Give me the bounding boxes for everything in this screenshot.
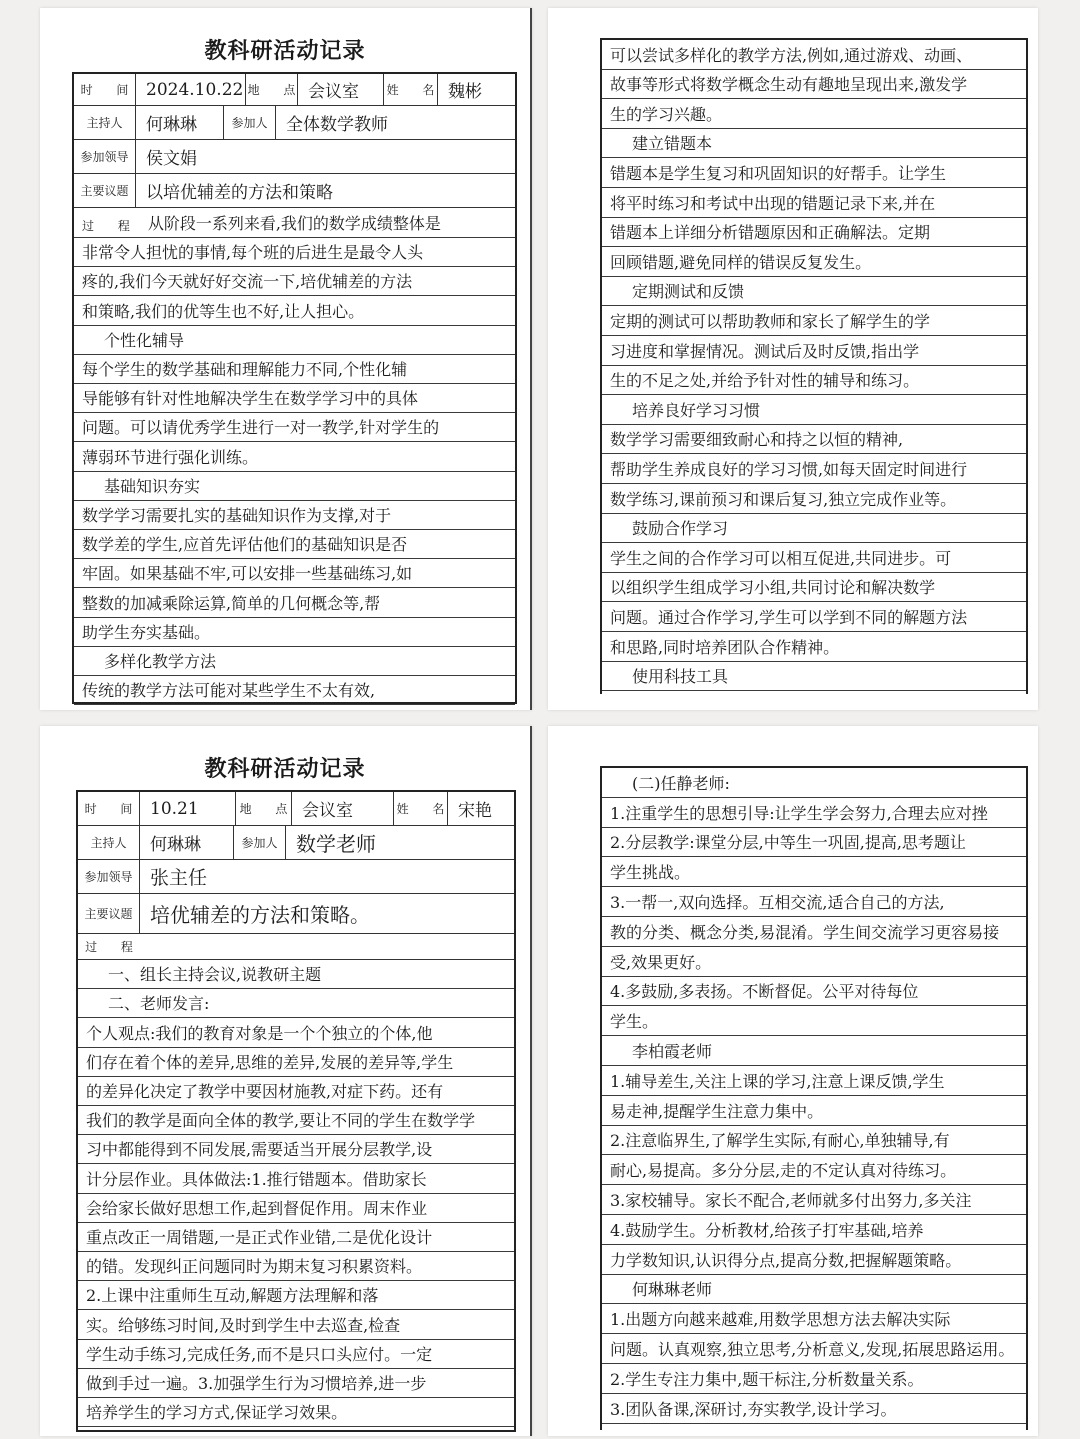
host-label: 主持人 [78, 826, 140, 859]
host-value: 何琳琳 [140, 826, 234, 859]
handwritten-line [602, 218, 1026, 248]
handwritten-text: 数学学习需要扎实的基础知识作为支撑,对于 [82, 505, 392, 525]
handwritten-line [602, 573, 1026, 603]
handwritten-line [74, 326, 515, 355]
handwritten-text: 错题本是学生复习和巩固知识的好帮手。让学生 [610, 163, 947, 183]
process-label: 过 程 [85, 940, 143, 954]
handwritten-text: 建立错题本 [632, 134, 713, 154]
attendees-label: 参加人 [224, 106, 276, 139]
time-label: 时 间 [74, 74, 136, 105]
handwritten-text: 数学学习需要细致耐心和持之以恒的精神, [610, 430, 904, 450]
time-value: 10.21 [140, 792, 236, 825]
name-label: 姓 名 [384, 74, 438, 105]
handwritten-text: 传统的教学方法可能对某些学生不太有效, [82, 681, 376, 701]
handwritten-line [602, 662, 1026, 692]
handwritten-text: 3.团队备课,深研讨,夯实教学,设计学习。 [610, 1399, 897, 1419]
handwritten-text: 4.鼓励学生。分析教材,给孩子打牢基础,培养 [610, 1220, 924, 1240]
handwritten-line [602, 277, 1026, 307]
handwritten-line [602, 1304, 1026, 1334]
handwritten-text: 导能够有针对性地解决学生在数学学习中的具体 [82, 389, 419, 409]
handwritten-line [602, 425, 1026, 455]
handwritten-line [78, 1398, 514, 1427]
handwritten-text: 3.家校辅导。家长不配合,老师就多付出努力,多关注 [610, 1190, 972, 1210]
handwritten-line [602, 336, 1026, 366]
handwritten-text: 生的学习兴趣。 [610, 104, 723, 124]
handwritten-text: 数学练习,课前预习和课后复习,独立完成作业等。 [610, 489, 957, 509]
place-value: 会议室 [298, 74, 384, 105]
handwritten-text: 鼓励合作学习 [632, 519, 729, 539]
handwritten-line [78, 1223, 514, 1252]
handwritten-text: 将平时练习和考试中出现的错题记录下来,并在 [610, 193, 936, 213]
handwritten-text: 1.注重学生的思想引导:让学生学会努力,合理去应对挫 [610, 803, 988, 823]
handwritten-text: 可以尝试多样化的教学方法,例如,通过游戏、动画、 [610, 45, 973, 65]
handwritten-line [74, 618, 515, 647]
handwritten-line [74, 238, 515, 267]
handwritten-line [74, 472, 515, 501]
handwritten-line [74, 647, 515, 676]
handwritten-line [602, 602, 1026, 632]
handwritten-line [78, 1077, 514, 1106]
handwritten-text: 培养学生的学习方式,保证学习效果。 [86, 1403, 348, 1423]
handwritten-line [602, 1096, 1026, 1126]
handwritten-text: 使用科技工具 [632, 667, 729, 687]
handwritten-text: 重点改正一周错题,一是正式作业错,二是优化设计 [86, 1227, 433, 1247]
handwritten-text: 1.出题方向越来越难,用数学思想方法去解决实际 [610, 1310, 951, 1330]
process-first-line: 从阶段一系列来看,我们的数学成绩整体是 [147, 214, 441, 233]
handwritten-text: 做到手过一遍。3.加强学生行为习惯培养,进一步 [86, 1373, 427, 1393]
leader-value: 张主任 [150, 867, 208, 889]
handwritten-line [602, 306, 1026, 336]
handwritten-line [602, 917, 1026, 947]
handwritten-text: 力学数知识,认识得分点,提高分数,把握解题策略。 [610, 1250, 962, 1270]
time-value: 2024.10.22 [136, 74, 246, 105]
handwritten-line [602, 99, 1026, 129]
handwritten-line [602, 1185, 1026, 1215]
leader-label: 参加领导 [74, 140, 136, 173]
handwritten-line [602, 40, 1026, 70]
handwritten-text: 学生动手练习,完成任务,而不是只口头应付。一定 [86, 1344, 433, 1364]
handwritten-line [602, 1364, 1026, 1394]
record-form [72, 72, 517, 704]
handwritten-text: 习进度和掌握情况。测试后及时反馈,指出学 [610, 341, 920, 361]
handwritten-line [74, 676, 515, 705]
handwritten-line [74, 413, 515, 442]
handwritten-text: 二、老师发言: [108, 994, 210, 1014]
place-value: 会议室 [292, 792, 394, 825]
handwritten-text: 习中都能得到不同发展,需要适当开展分层教学,设 [86, 1140, 433, 1160]
handwritten-text: 生的不足之处,并给予针对性的辅导和练习。 [610, 371, 920, 391]
handwritten-line [602, 158, 1026, 188]
handwritten-text: 帮助学生养成良好的学习习惯,如每天固定时间进行 [610, 459, 968, 479]
name-value: 宋艳 [458, 801, 492, 821]
handwritten-line [602, 1006, 1026, 1036]
handwritten-line [602, 1334, 1026, 1364]
handwritten-text: 们存在着个体的差异,思维的差异,发展的差异等,学生 [86, 1052, 454, 1072]
handwritten-text: 教的分类、概念分类,易混淆。学生间交流学习更容易接 [610, 922, 1000, 942]
handwritten-line [74, 384, 515, 413]
place-label: 地 点 [246, 74, 298, 105]
record-form-2 [76, 790, 516, 1432]
handwritten-text: 牢固。如果基础不牢,可以安排一些基础练习,如 [82, 564, 413, 584]
handwritten-line [74, 442, 515, 471]
handwritten-text: 的错。发现纠正问题同时为期末复习积累资料。 [86, 1257, 423, 1277]
handwritten-text: 耐心,易提高。多分分层,走的不定认真对待练习。 [610, 1161, 957, 1181]
handwritten-text: 实。给够练习时间,及时到学生中去巡查,检查 [86, 1315, 401, 1335]
handwritten-text: 个人观点:我们的教育对象是一个个独立的个体,他 [86, 1023, 433, 1043]
record-form-continued [600, 38, 1028, 694]
handwritten-line [602, 395, 1026, 425]
name-label: 姓 名 [394, 792, 448, 825]
handwritten-line [602, 514, 1026, 544]
handwritten-line [602, 828, 1026, 858]
handwritten-text: 易走神,提醒学生注意力集中。 [610, 1101, 824, 1121]
handwritten-line [78, 1310, 514, 1339]
handwritten-line [74, 267, 515, 296]
handwritten-text: 数学差的学生,应首先评估他们的基础知识是否 [82, 535, 408, 555]
handwritten-text: 错题本上详细分析错题原因和正确解法。定期 [610, 223, 931, 243]
handwritten-text: 非常令人担忧的事情,每个班的后进生是最令人头 [82, 243, 424, 263]
handwritten-text: 李柏霞老师 [632, 1041, 713, 1061]
handwritten-text: 受,效果更好。 [610, 952, 712, 972]
handwritten-text: 定期测试和反馈 [632, 282, 745, 302]
time-label: 时 间 [78, 792, 140, 825]
handwritten-line [78, 1106, 514, 1135]
continued-lines-2 [602, 768, 1026, 1430]
handwritten-line [602, 247, 1026, 277]
handwritten-text: 问题。可以请优秀学生进行一对一教学,针对学生的 [82, 418, 440, 438]
record-page-1 [40, 8, 532, 710]
topic-value: 培优辅差的方法和策略。 [150, 903, 370, 927]
handwritten-line [602, 484, 1026, 514]
handwritten-line [602, 454, 1026, 484]
handwritten-line [74, 530, 515, 559]
handwritten-line [78, 1281, 514, 1310]
handwritten-text: 薄弱环节进行强化训练。 [82, 447, 259, 467]
handwritten-text: 2.分层教学:课堂分层,中等生一巩固,提高,思考题让 [610, 833, 966, 853]
handwritten-line [78, 1340, 514, 1369]
topic-value: 以培优辅差的方法和策略 [146, 183, 333, 203]
handwritten-line [602, 366, 1026, 396]
handwritten-line [602, 1036, 1026, 1066]
handwritten-line [78, 1018, 514, 1047]
handwritten-text: 基础知识夯实 [104, 476, 201, 496]
handwritten-text: 计分层作业。具体做法:1.推行错题本。借助家长 [86, 1169, 427, 1189]
handwritten-line [602, 768, 1026, 798]
handwritten-text: 问题。通过合作学习,学生可以学到不同的解题方法 [610, 607, 968, 627]
handwritten-text: 培养良好学习习惯 [632, 400, 761, 420]
handwritten-line [602, 947, 1026, 977]
record-page-2 [548, 8, 1038, 710]
handwritten-text: 每个学生的数学基础和理解能力不同,个性化辅 [82, 359, 408, 379]
handwritten-text: 回顾错题,避免同样的错误反复发生。 [610, 252, 872, 272]
handwritten-line [78, 1135, 514, 1164]
handwritten-text: 1.辅导差生,关注上课的学习,注意上课反馈,学生 [610, 1071, 945, 1091]
handwritten-text: (二)任静老师: [632, 773, 730, 793]
handwritten-text: 何琳琳老师 [632, 1280, 713, 1300]
handwritten-text: 多样化教学方法 [104, 651, 217, 671]
attendees-value: 数学老师 [296, 832, 376, 856]
handwritten-line [602, 129, 1026, 159]
host-value: 何琳琳 [136, 106, 224, 139]
handwritten-line [602, 1066, 1026, 1096]
page-title-2: 教科研活动记录 [204, 756, 366, 782]
handwritten-line [78, 1194, 514, 1223]
handwritten-line [78, 989, 514, 1018]
handwritten-line [74, 355, 515, 384]
handwritten-text: 问题。认真观察,独立思考,分析意义,发现,拓展思路运用。 [610, 1339, 1015, 1359]
handwritten-text: 和策略,我们的优等生也不好,让人担心。 [82, 301, 365, 321]
handwritten-line [74, 296, 515, 325]
handwritten-text: 2.学生专注力集中,题干标注,分析数量关系。 [610, 1369, 924, 1389]
handwritten-line [602, 798, 1026, 828]
handwritten-text: 学生。 [610, 1012, 659, 1032]
handwritten-text: 4.多鼓励,多表扬。不断督促。公平对待每位 [610, 982, 919, 1002]
process-label: 过 程 [82, 219, 140, 233]
handwritten-text: 我们的教学是面向全体的教学,要让不同的学生在数学学 [86, 1111, 476, 1131]
handwritten-line [602, 1155, 1026, 1185]
handwritten-line [78, 1048, 514, 1077]
handwritten-line [602, 857, 1026, 887]
handwritten-text: 疼的,我们今天就好好交流一下,培优辅差的方法 [82, 272, 413, 292]
handwritten-line [602, 1394, 1026, 1424]
process-lines [74, 74, 515, 702]
handwritten-text: 和思路,同时培养团队合作精神。 [610, 637, 840, 657]
record-page-3 [40, 726, 532, 1436]
handwritten-line [78, 1164, 514, 1193]
handwritten-line [78, 960, 514, 989]
record-page-4 [548, 726, 1038, 1436]
leader-label: 参加领导 [78, 860, 140, 893]
handwritten-line [602, 70, 1026, 100]
handwritten-text: 3.一帮一,双向选择。互相交流,适合自己的方法, [610, 892, 945, 912]
handwritten-line [74, 588, 515, 617]
handwritten-text: 助学生夯实基础。 [82, 622, 211, 642]
leader-value: 侯文娟 [146, 149, 197, 169]
handwritten-line [602, 632, 1026, 662]
handwritten-line [78, 1252, 514, 1281]
handwritten-line [602, 1275, 1026, 1305]
record-form-continued-2 [600, 766, 1028, 1430]
handwritten-text: 整数的加减乘除运算,简单的几何概念等,帮 [82, 593, 381, 613]
handwritten-line [602, 1245, 1026, 1275]
name-value: 魏彬 [448, 82, 482, 102]
handwritten-text: 定期的测试可以帮助教师和家长了解学生的学 [610, 311, 931, 331]
handwritten-line [602, 1215, 1026, 1245]
handwritten-line [602, 188, 1026, 218]
place-label: 地 点 [236, 792, 292, 825]
handwritten-line [602, 543, 1026, 573]
handwritten-line [74, 559, 515, 588]
handwritten-text: 的差异化决定了教学中要因材施教,对症下药。还有 [86, 1081, 444, 1101]
handwritten-line [74, 501, 515, 530]
process-lines-2 [78, 792, 514, 1430]
host-label: 主持人 [74, 106, 136, 139]
handwritten-line [602, 1126, 1026, 1156]
handwritten-text: 个性化辅导 [104, 330, 185, 350]
handwritten-text: 会给家长做好思想工作,起到督促作用。周末作业 [86, 1198, 428, 1218]
handwritten-line [602, 977, 1026, 1007]
handwritten-text: 一、组长主持会议,说教研主题 [108, 965, 322, 985]
handwritten-text: 故事等形式将数学概念生动有趣地呈现出来,激发学 [610, 75, 968, 95]
continued-lines [602, 40, 1026, 694]
handwritten-text: 2.上课中注重师生互动,解题方法理解和落 [86, 1286, 379, 1306]
handwritten-text: 学生挑战。 [610, 863, 691, 883]
handwritten-text: 2.注意临界生,了解学生实际,有耐心,单独辅导,有 [610, 1131, 950, 1151]
attendees-value: 全体数学教师 [286, 115, 388, 135]
handwritten-line [78, 1369, 514, 1398]
page-title: 教科研活动记录 [204, 38, 366, 64]
handwritten-text: 学生之间的合作学习可以相互促进,共同进步。可 [610, 548, 952, 568]
topic-label: 主要议题 [74, 174, 136, 207]
attendees-label: 参加人 [234, 826, 286, 859]
handwritten-line [602, 887, 1026, 917]
topic-label: 主要议题 [78, 894, 140, 933]
handwritten-text: 以组织学生组成学习小组,共同讨论和解决数学 [610, 578, 936, 598]
